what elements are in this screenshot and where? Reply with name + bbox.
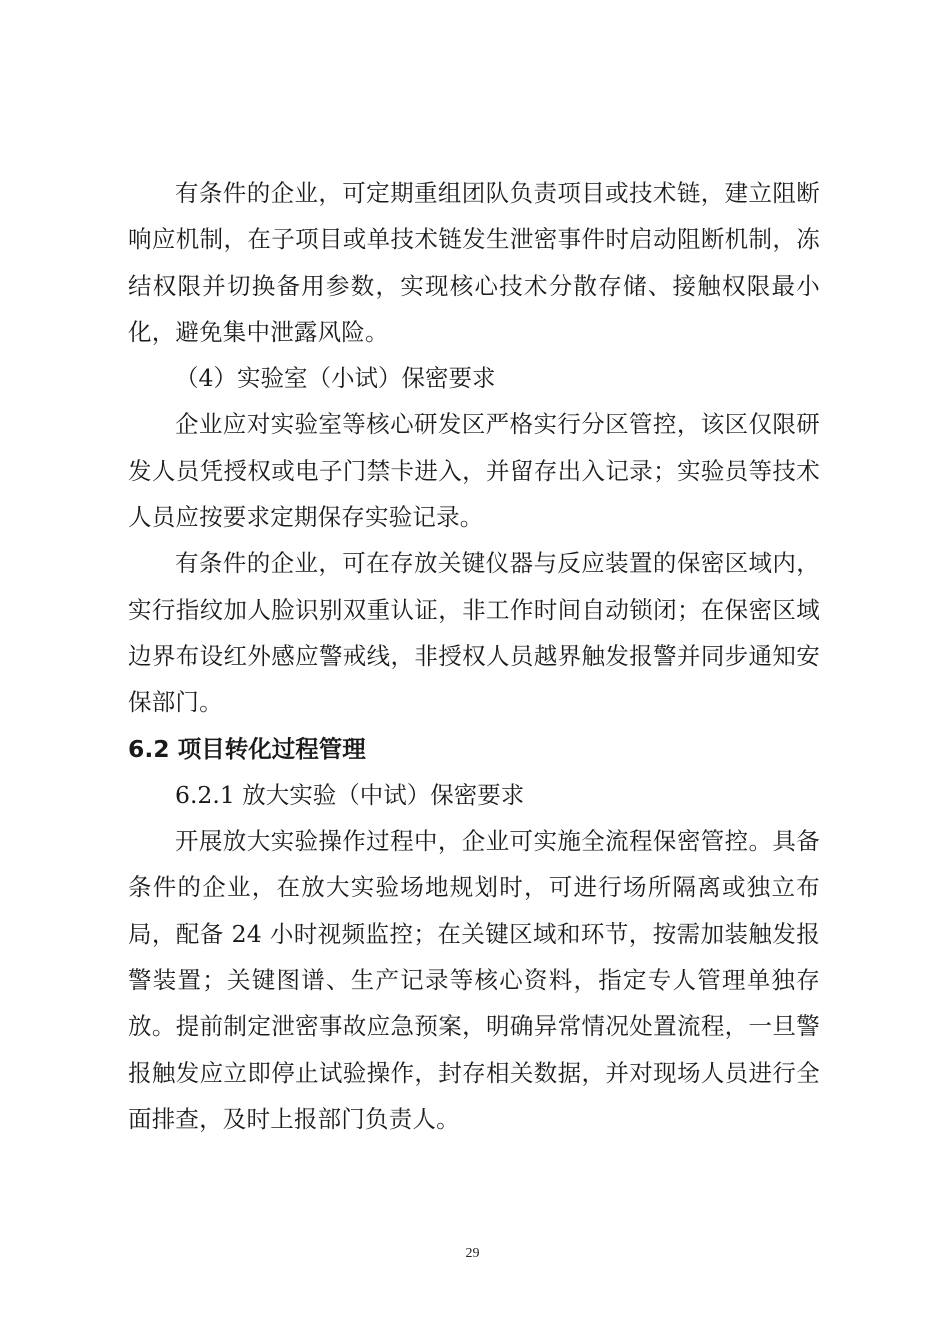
paragraph-pilot-test-controls: 开展放大实验操作过程中，企业可实施全流程保密管控。具备条件的企业，在放大实验场地规划时，可进行场所隔离或独立布局，配备 24 小时视频监控；在关键区域和环节，按需加装触发报警装置；关键图谱、生产记录等核心资料，指定专人管理单独存放。提前制定泄密事故应急预案，明确异常情况处置流程，一旦警报触发应立即停止试验操作，封存相关数据，并对现场人员进行全面排查，及时上报部门负责人。 [128, 827, 820, 1133]
paragraph-lab-security-area: 有条件的企业，可在存放关键仪器与反应装置的保密区域内，实行指纹加人脸识别双重认证，非工作时间自动锁闭；在保密区域边界布设红外感应警戒线，非授权人员越界触发报警并同步通知安保部门。 [128, 549, 820, 717]
page-content [128, 170, 820, 1142]
heading-pilot-test-confidentiality: 6.2.1 放大实验（中试）保密要求 [175, 780, 525, 809]
page-number: 29 [465, 1246, 480, 1261]
paragraph-blocking-mechanism: 有条件的企业，可定期重组团队负责项目或技术链，建立阻断响应机制，在子项目或单技术链发生泄密事件时启动阻断机制，冻结权限并切换备用参数，实现核心技术分散存储、接触权限最小化，避免集中泄露风险。 [128, 179, 820, 346]
section-heading-project-transformation: 6.2 项目转化过程管理 [128, 734, 366, 763]
paragraph-lab-zoning: 企业应对实验室等核心研发区严格实行分区管控，该区仅限研发人员凭授权或电子门禁卡进入，并留存出入记录；实验员等技术人员应按要求定期保存实验记录。 [128, 410, 820, 532]
heading-lab-confidentiality: （4）实验室（小试）保密要求 [175, 364, 496, 393]
